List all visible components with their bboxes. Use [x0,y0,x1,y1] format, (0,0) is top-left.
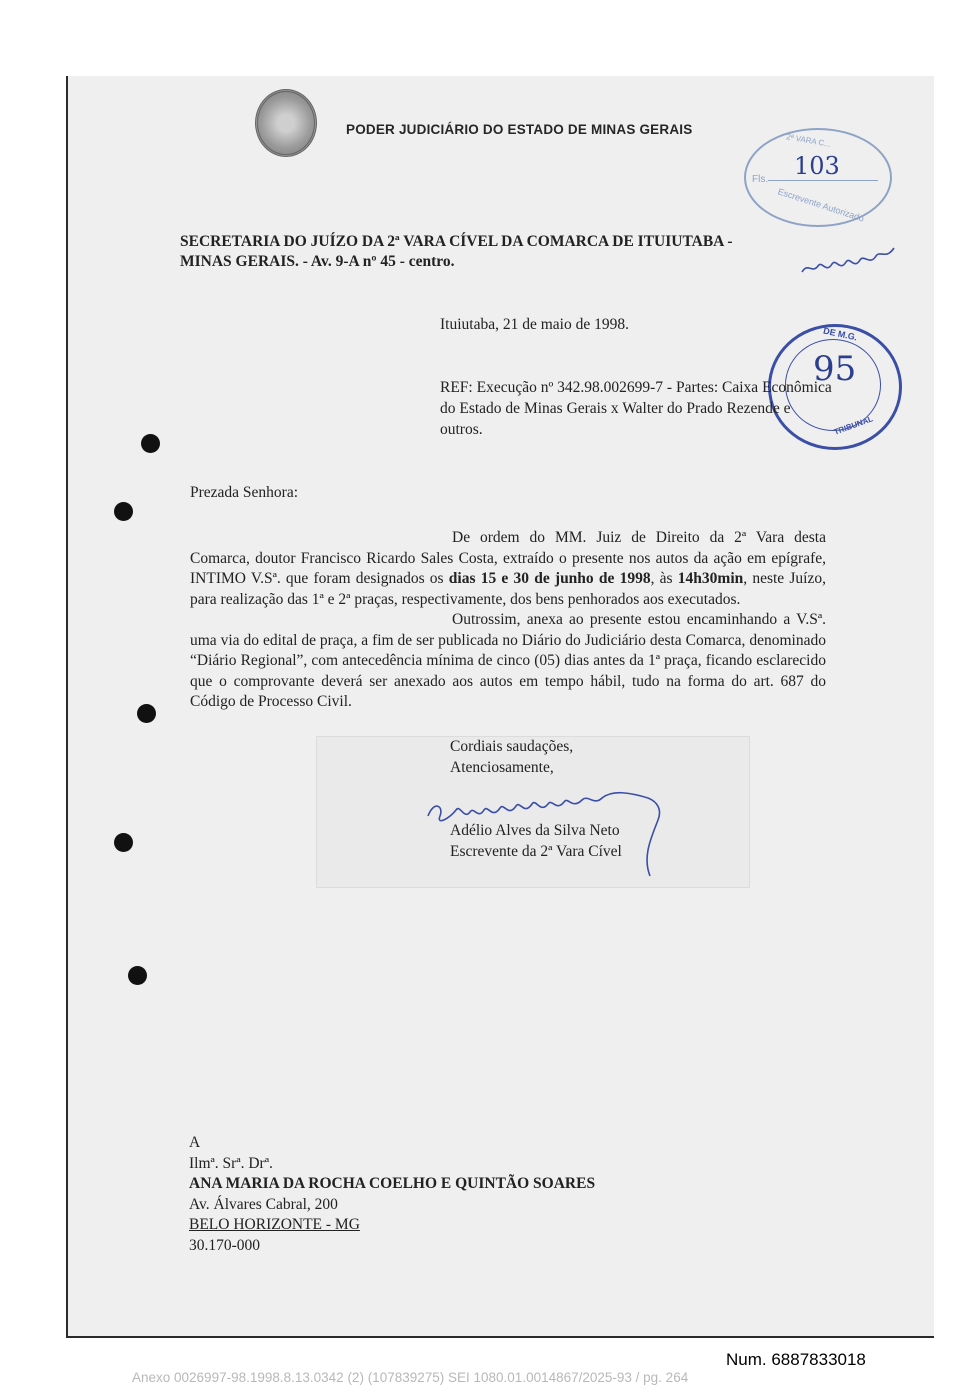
page-stamp-sub: Escrevente Autorizado [776,186,866,224]
p1-bold-dates: dias 15 e 30 de junho de 1998 [448,570,651,587]
p1-bold-time: 14h30min [677,570,744,587]
recipient-city: BELO HORIZONTE - MG [189,1216,360,1233]
institution-header: PODER JUDICIÁRIO DO ESTADO DE MINAS GERAIS [346,122,693,137]
tribunal-stamp-top: DE M.G. [822,325,859,343]
salutation: Prezada Senhora: [190,484,299,501]
signer-block [450,820,622,862]
closing-line-1: Cordiais saudações, [450,738,574,755]
p1-text-b: , às [650,570,678,587]
page-number-stamp [744,128,892,227]
recipient-a: A [189,1134,201,1151]
page-stamp-top: 2ª VARA C... [785,132,832,149]
secretariat-line2: MINAS GERAIS. - Av. 9-A nº 45 - centro. [180,253,455,270]
page-stamp-label: Fls. [752,174,769,185]
punch-hole [114,502,133,521]
punch-hole [137,704,156,723]
recipient-honorific: Ilmª. Srª. Drª. [189,1154,273,1172]
p1-text-a: De ordem do MM. Juiz de Direito da 2ª Vara desta Comarca, doutor Francisco Ricardo Sales Costa, extraído o presente nos autos da ação em epígrafe, INTIMO V.Sª. que foram designados os [190,529,826,587]
reference-line: REF: Execução nº 342.98.002699-7 - Partes: Caixa Econômica do Estado de Minas Gerais x Walter do Prado Rezende e outros. [440,379,832,438]
punch-hole [128,966,147,985]
recipient-address [189,1133,595,1256]
coat-of-arms-seal [255,89,317,157]
closing [450,736,573,778]
recipient-street: Av. Álvares Cabral, 200 [189,1195,338,1213]
document-number: Num. 6887833018 [726,1350,866,1369]
tribunal-stamp-bottom: TRIBUNAL [832,414,875,437]
letter-body [190,528,826,713]
recipient-zip: 30.170-000 [189,1236,261,1254]
page-stamp-number: 103 [794,152,840,180]
closing-line-2: Atenciosamente, [450,759,554,776]
punch-hole [141,434,160,453]
tribunal-stamp-number: 95 [813,349,857,389]
secretariat-header [180,232,830,272]
recipient-name: ANA MARIA DA ROCHA COELHO E QUINTÃO SOARES [189,1175,596,1192]
attachment-reference: Anexo 0026997-98.1998.8.13.0342 (2) (107839275) SEI 1080.01.0014867/2025-93 / pg. 264 [132,1370,689,1385]
scanned-page [66,76,934,1338]
punch-hole [114,833,133,852]
place-date: Ituiutaba, 21 de maio de 1998. [440,316,629,333]
paragraph-1 [190,528,826,610]
paragraph-2: Outrossim, anexa ao presente estou encaminhando a V.Sª. uma via do edital de praça, a fim de ser publicada no Diário do Judiciário desta Comarca, denominado “Diário Regional”, com antecedência mínima de cinco (05) dias antes da 1ª praça, ficando esclarecido que o comprovante deverá ser anexado aos autos em tempo hábil, tudo na forma do art. 687 do Código de Processo Civil. [190,611,826,710]
secretariat-line1: SECRETARIA DO JUÍZO DA 2ª VARA CÍVEL DA COMARCA DE ITUIUTABA - [180,233,733,250]
signer-title: Escrevente da 2ª Vara Cível [450,843,622,860]
page-stamp-line [768,180,878,181]
signer-name: Adélio Alves da Silva Neto [450,822,620,839]
p1-text-c: , neste Juízo, para realização das 1ª e 2ª praças, respectivamente, dos bens penhorados aos executados. [190,570,826,608]
